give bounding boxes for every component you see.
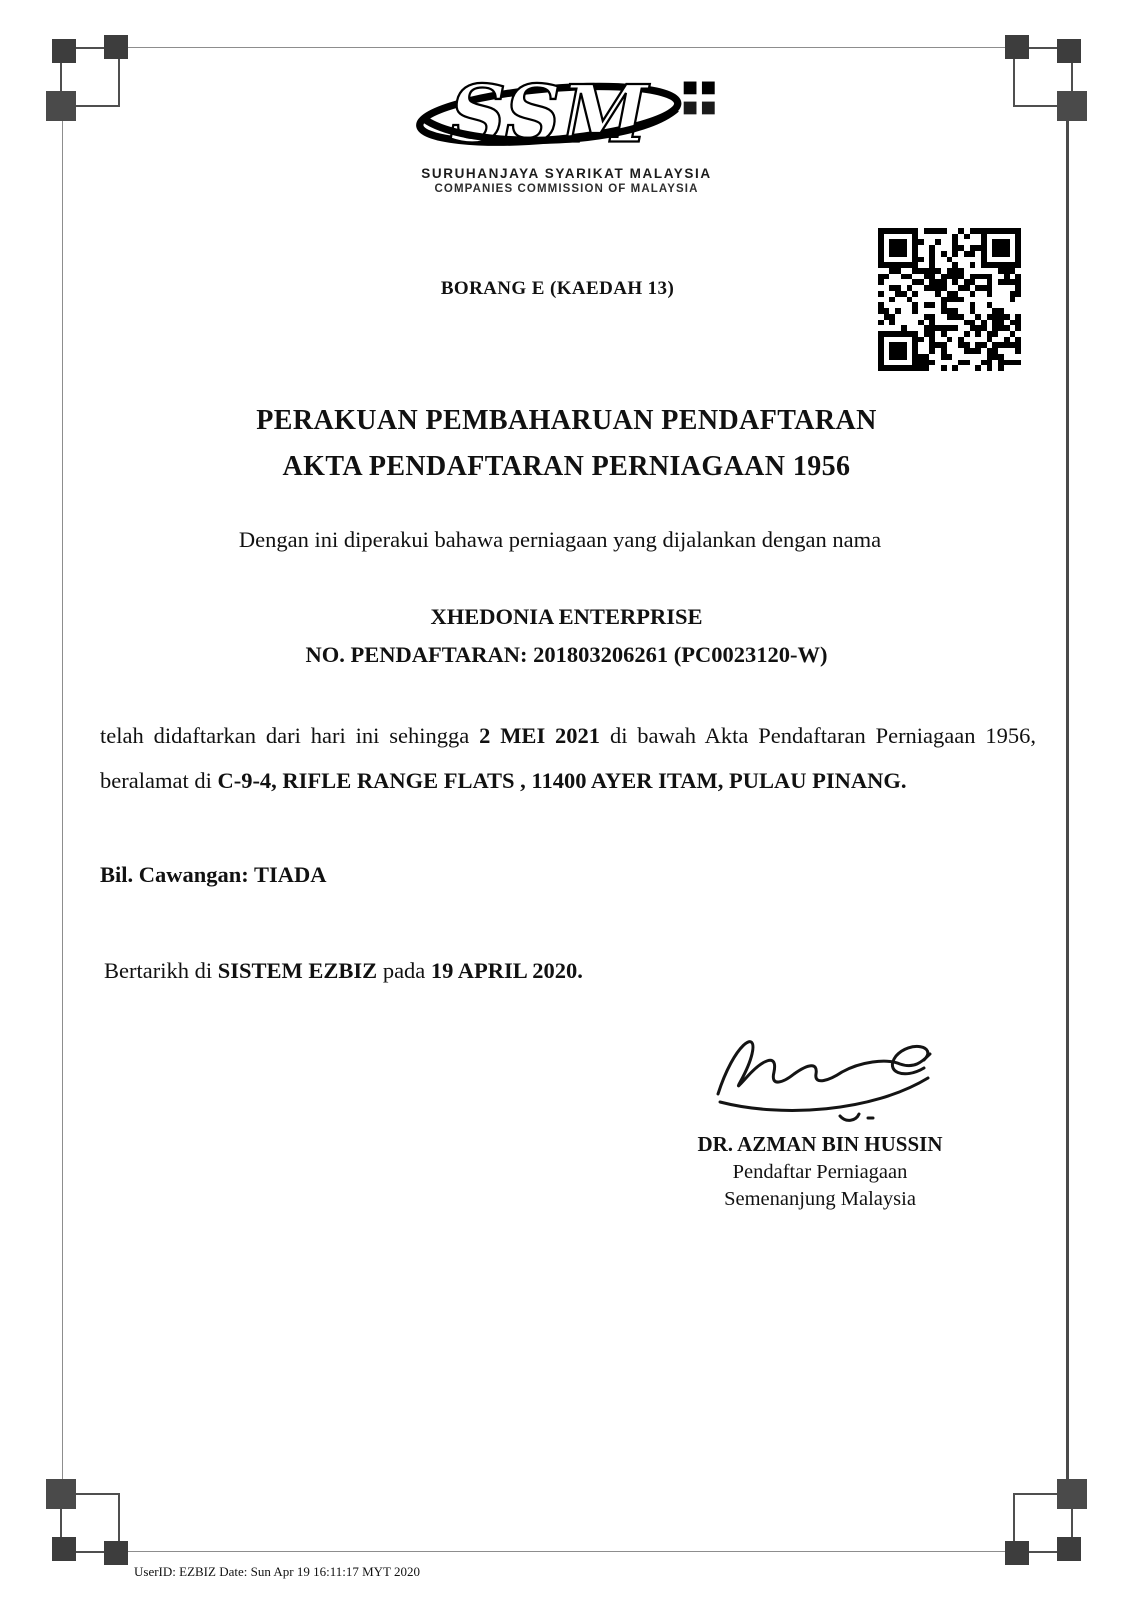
corner-filled-square xyxy=(1005,35,1029,59)
certificate-title-line1: PERAKUAN PEMBAHARUAN PENDAFTARAN xyxy=(256,405,877,436)
signatory-title: Pendaftar Perniagaan xyxy=(732,1161,908,1183)
corner-ornament-bottom-right xyxy=(975,1455,1087,1567)
issue-date: 19 APRIL 2020. xyxy=(430,958,583,983)
branch-label: Bil. Cawangan: xyxy=(100,862,249,887)
paragraph-text: telah didaftarkan dari hari ini sehingga xyxy=(100,722,470,748)
business-name: XHEDONIA ENTERPRISE xyxy=(430,604,703,629)
registration-paragraph xyxy=(100,713,1036,803)
corner-filled-square xyxy=(52,1537,76,1561)
dated-text: pada xyxy=(382,958,426,983)
corner-filled-square xyxy=(104,35,128,59)
org-name-english: COMPANIES COMMISSION OF MALAYSIA xyxy=(434,183,699,195)
corner-filled-square xyxy=(1005,1541,1029,1565)
certificate-title-line2: AKTA PENDAFTARAN PERNIAGAAN 1956 xyxy=(282,451,851,482)
intro-statement: Dengan ini diperakui bahawa perniagaan yang dijalankan dengan nama xyxy=(238,527,882,552)
corner-filled-square xyxy=(104,1541,128,1565)
qr-finder-icon xyxy=(878,228,918,268)
corner-ornament-bottom-left xyxy=(46,1455,158,1567)
ssm-logo-text: SSM xyxy=(449,72,648,161)
registration-number: NO. PENDAFTARAN: 201803206261 (PC0023120-W) xyxy=(305,642,828,667)
dated-text: Bertarikh di xyxy=(104,958,213,983)
form-number: BORANG E (KAEDAH 13) xyxy=(440,278,675,299)
corner-filled-square xyxy=(1057,1479,1087,1509)
business-address: C-9-4, RIFLE RANGE FLATS , 11400 AYER ITAM, PULAU PINANG. xyxy=(217,767,907,793)
signatory-region: Semenanjung Malaysia xyxy=(724,1188,916,1210)
branch-count-line xyxy=(100,862,327,888)
dated-line xyxy=(104,958,583,984)
footer-userid-date: UserID: EZBIZ Date: Sun Apr 19 16:11:17 MYT 2020 xyxy=(134,1564,420,1579)
ssm-logo-icon xyxy=(412,72,722,164)
signature-icon xyxy=(685,1018,955,1130)
paragraph-text: di bawah Akta Pendaftaran Perniagaan 1956, beralamat di xyxy=(100,722,1037,793)
business-identity xyxy=(0,598,1133,674)
qr-finder-icon xyxy=(981,228,1021,268)
qr-finder-icon xyxy=(878,331,918,371)
signatory-name: DR. AZMAN BIN HUSSIN xyxy=(697,1132,943,1156)
signature-block xyxy=(650,1018,990,1211)
corner-filled-square xyxy=(1057,39,1081,63)
corner-filled-square xyxy=(46,1479,76,1509)
corner-filled-square xyxy=(1057,1537,1081,1561)
branch-value: TIADA xyxy=(254,862,327,887)
ssm-logo-block xyxy=(0,72,1133,195)
corner-filled-square xyxy=(52,39,76,63)
issuing-system: SISTEM EZBIZ xyxy=(217,958,378,983)
certificate-title xyxy=(0,398,1133,490)
org-name-malay: SURUHANJAYA SYARIKAT MALAYSIA xyxy=(421,166,712,181)
expiry-date: 2 MEI 2021 xyxy=(479,722,601,748)
